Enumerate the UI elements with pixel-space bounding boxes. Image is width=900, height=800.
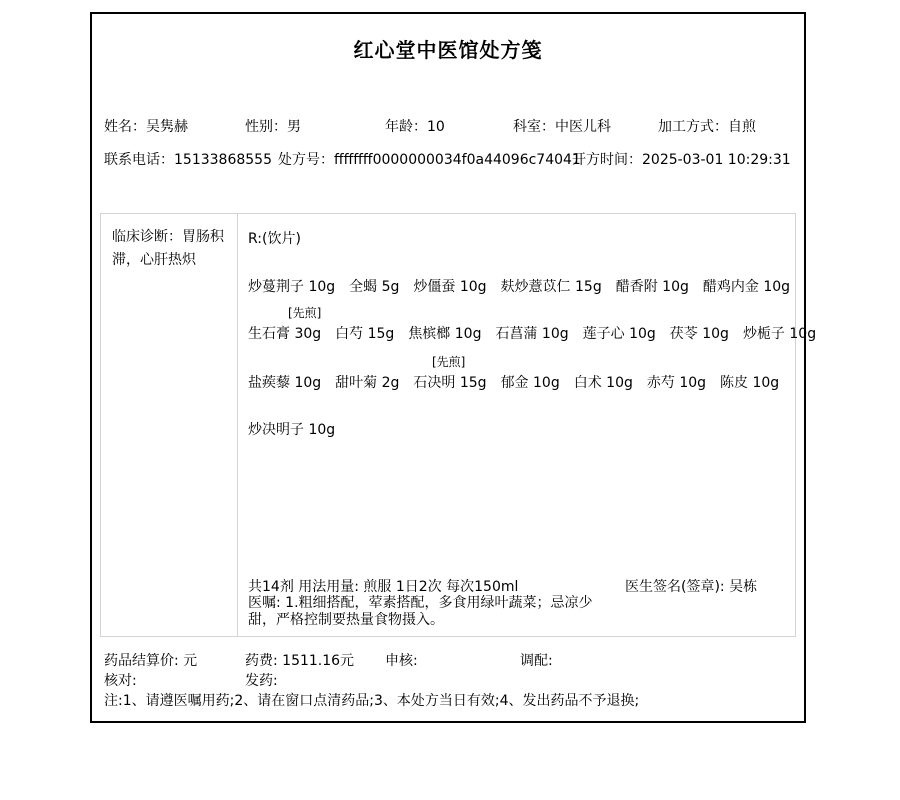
medicine-item: 麸炒薏苡仁 15g bbox=[500, 279, 602, 295]
contact-phone: 联系电话：15133868555 bbox=[104, 152, 272, 168]
decoct-first-annotation: [先煎] bbox=[432, 355, 466, 369]
patient-name: 姓名：吴隽赫 bbox=[104, 119, 188, 135]
medicine-item: 全蝎 5g bbox=[349, 279, 400, 295]
decoct-first-annotation: [先煎] bbox=[288, 306, 322, 320]
prescription-datetime: 开方时间：2025-03-01 10:29:31 bbox=[572, 152, 791, 168]
medicine-item: 炒僵蚕 10g bbox=[413, 279, 487, 295]
patient-age: 年龄：10 bbox=[385, 119, 445, 135]
medicine-fee: 药费: 1511.16元 bbox=[245, 653, 355, 669]
clinical-diagnosis: 临床诊断：胃肠积滞，心肝热炽 bbox=[112, 229, 224, 269]
medicine-item: 白术 10g bbox=[573, 375, 633, 391]
department: 科室：中医儿科 bbox=[513, 119, 611, 135]
medicine-item: 石决明 15g bbox=[413, 375, 487, 391]
settlement-price: 药品结算价: 元 bbox=[104, 653, 198, 669]
patient-gender: 性别：男 bbox=[245, 119, 301, 135]
prepare-field: 调配: bbox=[520, 653, 553, 669]
footer-note: 注:1、请遵医嘱用药;2、请在窗口点清药品;3、本处方当日有效;4、发出药品不予退换; bbox=[104, 693, 640, 709]
medicine-item: 盐蒺藜 10g bbox=[248, 375, 322, 391]
rx-header: R:(饮片) bbox=[248, 231, 301, 247]
medicine-item: 郁金 10g bbox=[500, 375, 560, 391]
usage-dosage: 共14剂 用法用量: 煎服 1日2次 每次150ml bbox=[248, 579, 519, 595]
medicine-item: 甜叶菊 2g bbox=[335, 375, 400, 391]
medicine-line bbox=[248, 276, 790, 296]
medicine-item: 炒栀子 10g bbox=[742, 326, 817, 342]
medicine-item: 陈皮 10g bbox=[720, 375, 780, 391]
medicine-item: 醋鸡内金 10g bbox=[702, 279, 791, 295]
medicine-item: 莲子心 10g bbox=[582, 326, 656, 342]
medicine-item: 赤芍 10g bbox=[646, 375, 707, 391]
medicine-item: 茯苓 10g bbox=[669, 326, 729, 342]
medicine-item: 生石膏 30g bbox=[248, 326, 322, 342]
review-field: 申核: bbox=[385, 653, 418, 669]
medicine-item: 醋香附 10g bbox=[615, 279, 689, 295]
dispense-field: 发药: bbox=[245, 673, 278, 689]
medicine-line bbox=[248, 323, 816, 343]
prescription-number: 处方号：ffffffff0000000034f0a44096c74041 bbox=[278, 152, 581, 168]
check-field: 核对: bbox=[104, 673, 137, 689]
diagnosis-divider bbox=[237, 213, 238, 637]
doctor-signature: 医生签名(签章): 吴栋 bbox=[625, 579, 758, 595]
medicine-item: 炒决明子 10g bbox=[248, 422, 336, 438]
medicine-item: 白芍 15g bbox=[335, 326, 395, 342]
medical-advice: 医嘱: 1.粗细搭配，荤素搭配，多食用绿叶蔬菜；忌凉少甜，严格控制要热量食物摄入。 bbox=[248, 595, 593, 628]
page-title: 红心堂中医馆处方笺 bbox=[353, 38, 543, 62]
processing-method: 加工方式：自煎 bbox=[658, 119, 756, 135]
medicine-item: 石菖蒲 10g bbox=[495, 326, 569, 342]
medicine-item: 焦槟榔 10g bbox=[408, 326, 482, 342]
medicine-line bbox=[248, 419, 335, 439]
medicine-item: 炒蔓荆子 10g bbox=[248, 279, 336, 295]
medicine-line bbox=[248, 372, 779, 392]
